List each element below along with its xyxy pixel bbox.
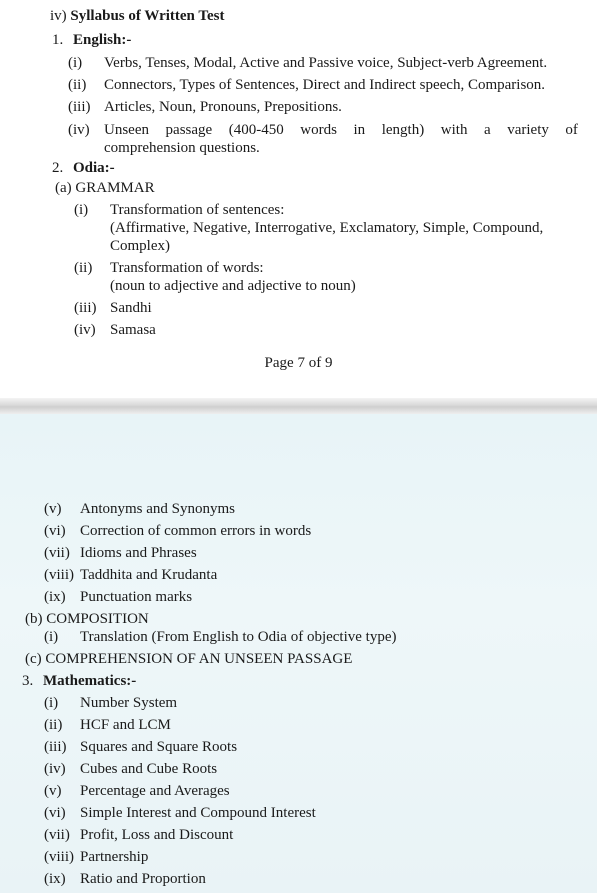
list-item-continuation: Complex) <box>110 238 170 254</box>
comprehension-label: (c) COMPREHENSION OF AN UNSEEN PASSAGE <box>25 651 353 667</box>
list-item: (ii) <box>68 77 87 93</box>
list-item-text: Transformation of words: <box>110 260 264 276</box>
maths-number: 3. <box>22 673 34 689</box>
list-item-text: Ratio and Proportion <box>80 871 206 887</box>
list-item: (vii) <box>44 545 70 561</box>
list-item: (i) <box>74 202 89 218</box>
section-heading <box>50 7 225 25</box>
list-item-continuation: comprehension questions. <box>104 140 260 156</box>
composition-label: (b) COMPOSITION <box>25 611 149 627</box>
list-item-text: Verbs, Tenses, Modal, Active and Passive voice, Subject-verb Agreement. <box>104 55 548 71</box>
list-item-text-justified: Unseen passage (400-450 words in length) with a variety of <box>104 122 578 138</box>
english-number: 1. <box>52 32 64 48</box>
list-item: (iii) <box>74 300 97 316</box>
list-item: (vii) <box>44 827 70 843</box>
list-item: (v) <box>44 783 62 799</box>
list-item: (iii) <box>68 99 91 115</box>
list-item: (i) <box>44 629 59 645</box>
odia-number: 2. <box>52 160 64 176</box>
list-item-text: Percentage and Averages <box>80 783 230 799</box>
list-item: (iv) <box>68 122 90 138</box>
section-title: Syllabus of Written Test <box>70 8 225 24</box>
list-item-text: HCF and LCM <box>80 717 171 733</box>
odia-heading <box>52 159 115 177</box>
list-item-text: Sandhi <box>110 300 152 316</box>
list-item-text: Connectors, Types of Sentences, Direct and Indirect speech, Comparison. <box>104 77 546 93</box>
list-item-text: Simple Interest and Compound Interest <box>80 805 316 821</box>
list-item-text: Idioms and Phrases <box>80 545 197 561</box>
list-item-text: Squares and Square Roots <box>80 739 238 755</box>
document-page-8 <box>0 414 597 893</box>
list-item-text: Cubes and Cube Roots <box>80 761 218 777</box>
grammar-label: (a) GRAMMAR <box>55 180 155 196</box>
list-item-text: Punctuation marks <box>80 589 193 605</box>
maths-title: Mathematics:- <box>43 673 137 689</box>
list-item: (v) <box>44 501 62 517</box>
list-item-text: Correction of common errors in words <box>80 523 312 539</box>
document-page-7 <box>0 0 597 398</box>
list-item-text: Partnership <box>80 849 149 865</box>
odia-title: Odia:- <box>73 160 115 176</box>
list-item: (ii) <box>74 260 93 276</box>
page-number: Page 7 of 9 <box>264 355 333 371</box>
list-item: (i) <box>44 695 59 711</box>
list-item: (ix) <box>44 589 66 605</box>
list-item-text: Antonyms and Synonyms <box>80 501 236 517</box>
list-item: (viii) <box>44 849 74 865</box>
list-item: (i) <box>68 55 83 71</box>
list-item: (ix) <box>44 871 66 887</box>
page-separator <box>0 398 597 414</box>
english-title: English:- <box>73 32 132 48</box>
list-item-text: Transformation of sentences: <box>110 202 285 218</box>
list-item: (iv) <box>74 322 96 338</box>
list-item-text: Number System <box>80 695 178 711</box>
list-item-text: Samasa <box>110 322 156 338</box>
list-item-text: Translation (From English to Odia of objective type) <box>80 629 397 645</box>
english-heading <box>52 31 131 49</box>
list-item-continuation: (Affirmative, Negative, Interrogative, Exclamatory, Simple, Compound, <box>110 220 544 236</box>
list-item: (vi) <box>44 805 66 821</box>
list-item: (iii) <box>44 739 67 755</box>
list-item: (ii) <box>44 717 63 733</box>
list-item: (viii) <box>44 567 74 583</box>
list-item-continuation: (noun to adjective and adjective to noun) <box>110 278 356 294</box>
list-item-text: Profit, Loss and Discount <box>80 827 234 843</box>
list-item: (vi) <box>44 523 66 539</box>
section-number: iv) <box>50 8 67 24</box>
list-item: (iv) <box>44 761 66 777</box>
maths-heading <box>22 672 136 690</box>
list-item-text: Taddhita and Krudanta <box>80 567 218 583</box>
list-item-text: Articles, Noun, Pronouns, Prepositions. <box>104 99 342 115</box>
